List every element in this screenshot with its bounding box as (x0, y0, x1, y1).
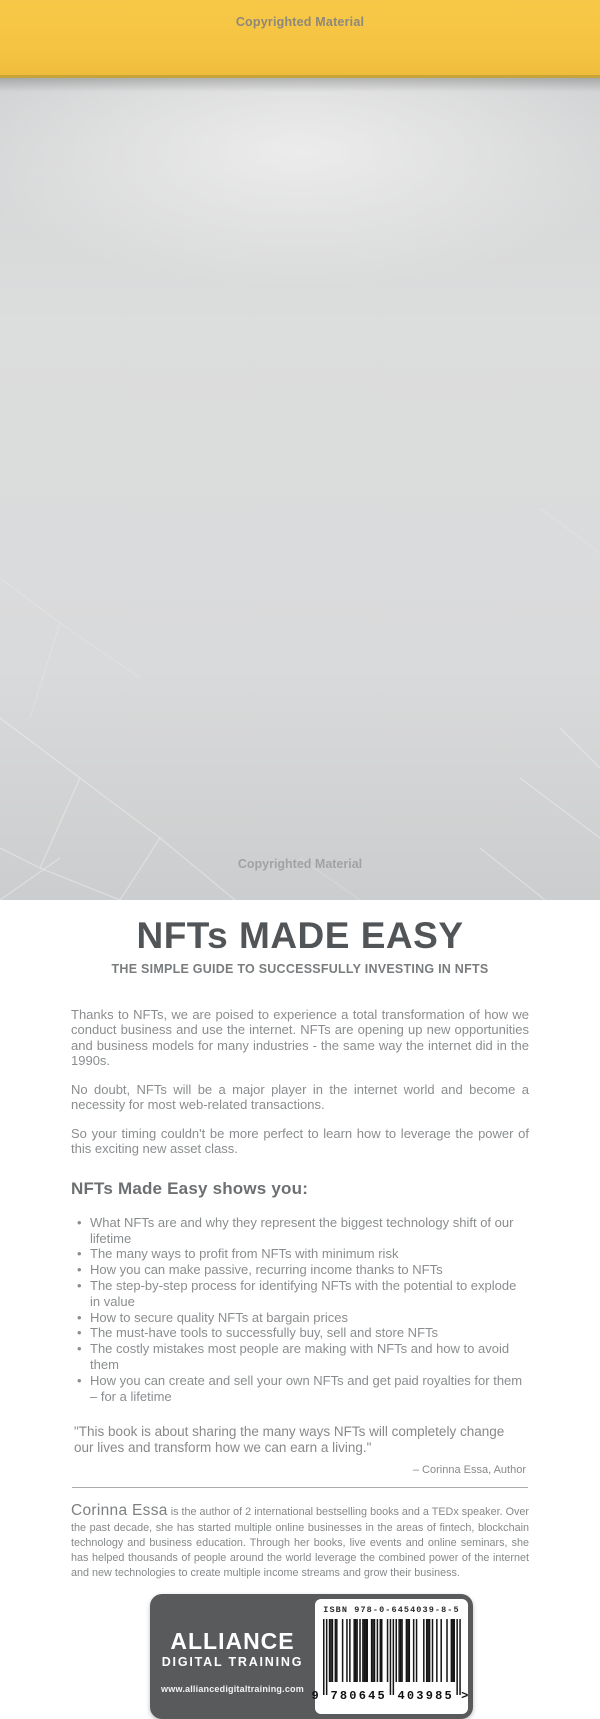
benefit-item: • The costly mistakes most people are making with NFTs and how to avoid them (77, 1341, 529, 1373)
benefit-item: • How you can create and sell your own NFTs and get paid royalties for them – for a lifetime (77, 1373, 529, 1405)
benefit-item: • How to secure quality NFTs at bargain prices (77, 1310, 529, 1326)
mesh-texture (0, 78, 600, 900)
copyright-notice-bottom: Copyrighted Material (237, 857, 363, 871)
barcode-label (311, 1599, 471, 1714)
benefits-list (71, 1215, 529, 1405)
intro-paragraph: No doubt, NFTs will be a major player in the internet world and become a necessity for most web-related transactions. (71, 1081, 529, 1113)
publisher-logo (150, 1594, 315, 1719)
publisher-name-line2: DIGITAL TRAINING (161, 1655, 304, 1670)
intro-paragraph: Thanks to NFTs, we are poised to experience a total transformation of how we conduct business and use the internet. NFTs are opening up new opportunities and business models for many industries - the same way the internet did in the 1990s. (71, 1006, 529, 1069)
publisher-name: ALLIANCE (170, 1628, 295, 1655)
author-bio (71, 1503, 529, 1581)
benefit-item: • The must-have tools to successfully buy, sell and store NFTs (77, 1325, 529, 1341)
benefit-item: • How you can make passive, recurring income thanks to NFTs (77, 1262, 529, 1278)
intro-paragraph: So your timing couldn't be more perfect to learn how to leverage the power of this exciting new asset class. (71, 1125, 529, 1157)
benefit-item: • What NFTs are and why they represent the biggest technology shift of our lifetime (77, 1215, 529, 1247)
book-subtitle: THE SIMPLE GUIDE TO SUCCESSFULLY INVESTING IN NFTS (111, 961, 489, 976)
publisher-website: www.alliancedigitaltraining.com (161, 1683, 304, 1694)
author-name: Corinna Essa (71, 1502, 168, 1520)
book-title: NFTs MADE EASY (136, 915, 464, 956)
author-quote: "This book is about sharing the many ways NFTs will completely change our lives and transform how we can earn a living." (74, 1424, 505, 1455)
copyright-notice-top: Copyrighted Material (235, 15, 365, 29)
benefit-item: • The step-by-step process for identifying NFTs with the potential to explode in value (77, 1278, 529, 1310)
top-banner (0, 0, 600, 78)
divider-line (72, 1487, 528, 1488)
intro-paragraphs (71, 1007, 529, 1157)
isbn-text: ISBN 978-0-6454039-8-5 (323, 1605, 460, 1616)
publisher-logo-box (150, 1594, 473, 1719)
list-heading: NFTs Made Easy shows you: (71, 1178, 309, 1198)
ean-barcode-icon: 9 780645 403985 > (323, 1619, 461, 1695)
quote-attribution: – Corinna Essa, Author (412, 1464, 526, 1477)
author-bio-text: is the author of 2 international bestselling books and a TEDx speaker. Over the past decade, she has started multiple online businesses in the areas of fintech, blockchain technology and business education. Through her books, live events and online seminars, she has helped thousands of people around the world leverage the combined power of the internet and new technologies to create multiple income streams and grow their business. (71, 1506, 529, 1580)
benefit-item: • The many ways to profit from NFTs with minimum risk (77, 1246, 529, 1262)
cover-body (0, 78, 600, 1704)
